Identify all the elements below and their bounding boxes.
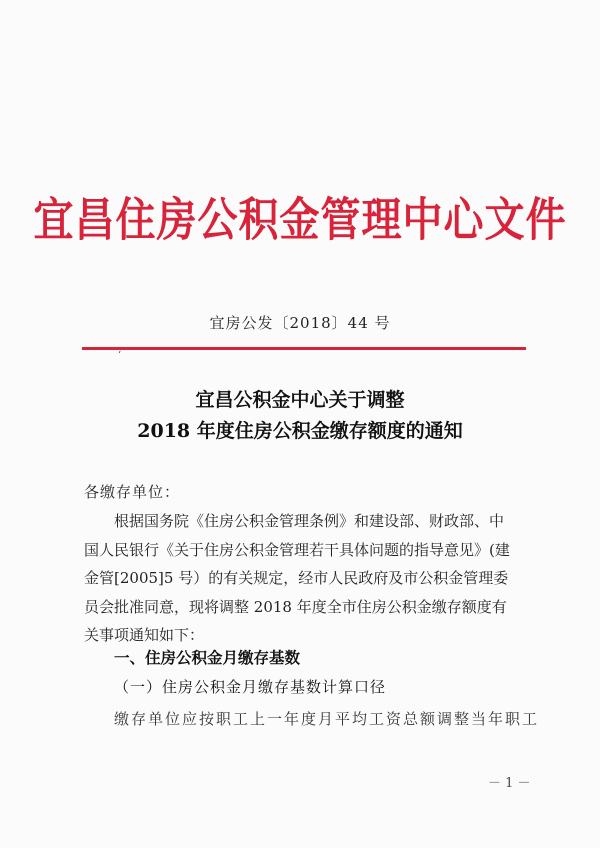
subject-line-2: 2018 年度住房公积金缴存额度的通知 [137,420,463,442]
stray-mark: ‘ [118,350,122,361]
page-number: － 1 － [488,776,531,791]
subject-line-1: 宜昌公积金中心关于调整 [195,389,405,411]
paragraph-1-line: 金管[2005]5 号）的有关规定，经市人民政府及市公积金管理委 [84,569,509,587]
addressee: 各缴存单位： [84,483,181,501]
paragraph-1-line: 员会批准同意，现将调整 2018 年度全市住房公积金缴存额度有 [84,597,507,616]
subsection-heading-1: （一）住房公积金月缴存基数计算口径 [114,678,387,696]
paragraph-1-line: 关事项通知如下： [84,626,205,644]
document-number: 宜房公发〔2018〕44 号 [209,314,391,332]
paragraph-1-line: 国人民银行《关于住房公积金管理若干具体问题的指导意见》(建 [84,540,510,559]
red-divider-line [82,347,526,350]
paragraph-2: 缴存单位应按职工上一年度月平均工资总额调整当年职工 [114,710,540,728]
document-header-title: 宜昌住房公积金管理中心文件 [33,194,567,247]
paragraph-1 [84,507,524,650]
paragraph-1-line: 根据国务院《住房公积金管理条例》和建设部、财政部、中 [114,512,505,530]
section-heading-1: 一、住房公积金月缴存基数 [114,649,301,667]
